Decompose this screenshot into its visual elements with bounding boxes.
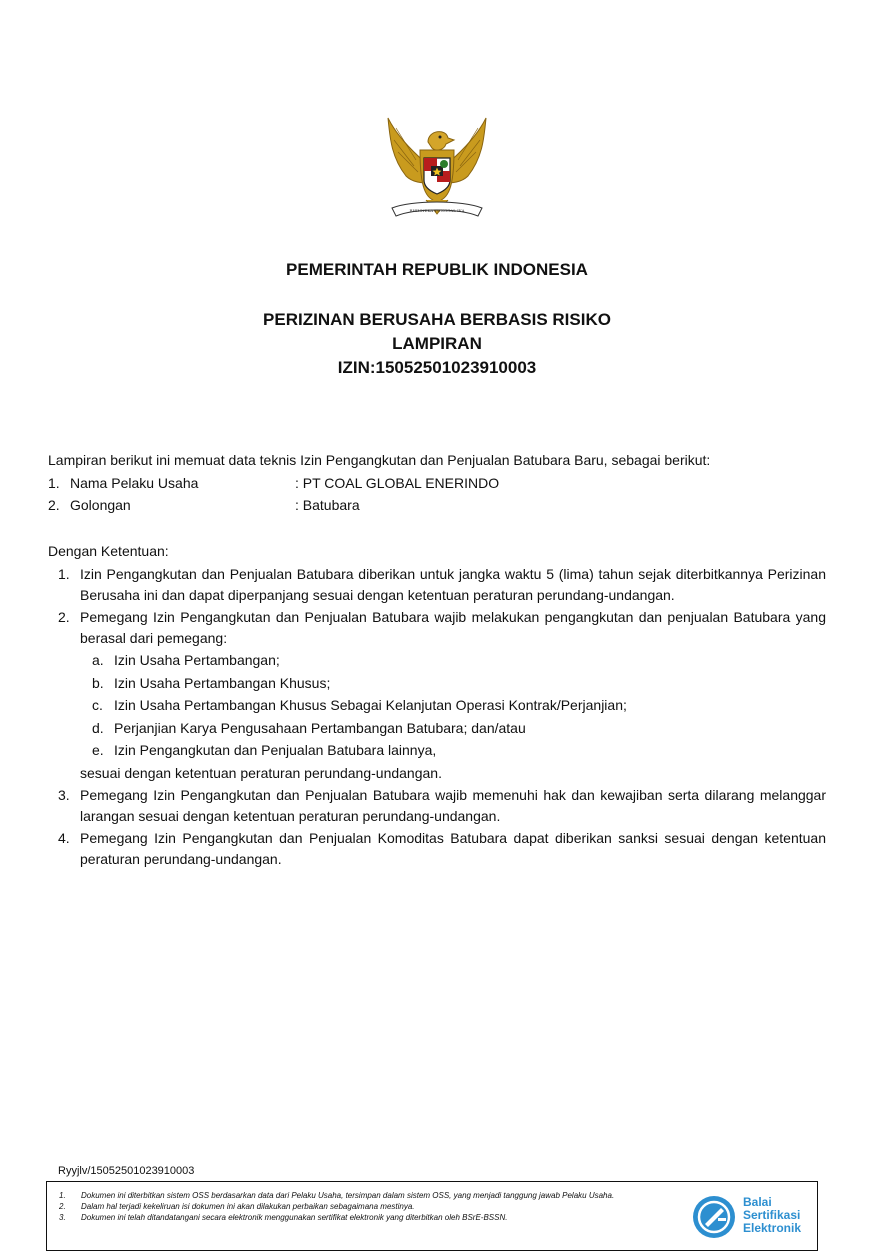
government-heading: PEMERINTAH REPUBLIK INDONESIA: [286, 260, 588, 279]
footer-note-number: 3.: [59, 1213, 66, 1222]
bsre-logo-line: Elektronik: [743, 1221, 802, 1235]
footer-notes: [59, 1191, 679, 1224]
sub-item-letter: d.: [92, 719, 104, 736]
document-id: Ryyjlv/15052501023910003: [58, 1165, 195, 1177]
sub-item: [92, 718, 826, 739]
bsre-logo: [691, 1194, 815, 1240]
field-label: Golongan: [70, 497, 131, 513]
sub-item-text: Izin Usaha Pertambangan Khusus Sebagai Kelanjutan Operasi Kontrak/Perjanjian;: [114, 697, 627, 713]
sub-item-letter: a.: [92, 652, 104, 668]
condition-item: [58, 785, 826, 826]
footer-note: [59, 1202, 679, 1212]
field-value: : PT COAL GLOBAL ENERINDO: [295, 475, 500, 491]
document-title: [0, 308, 874, 380]
footer-note-number: 2.: [59, 1202, 66, 1211]
sub-item: [92, 740, 826, 761]
garuda-emblem-icon: [376, 110, 498, 232]
bsre-logo-text: [743, 1196, 801, 1235]
condition-number: 4.: [58, 830, 70, 846]
field-number: 1.: [48, 475, 60, 491]
condition-item: [58, 828, 826, 869]
conditions-title: Dengan Ketentuan:: [48, 543, 169, 559]
footer-note-text: Dokumen ini diterbitkan sistem OSS berdasarkan data dari Pelaku Usaha, tersimpan dalam sistem OSS, yang menjadi tanggung jawab Pelaku Usaha.: [81, 1191, 615, 1200]
sub-item-text: Perjanjian Karya Pengusahaan Pertambangan Batubara; dan/atau: [114, 719, 526, 736]
motto-ribbon: BHINNEKA TUNGGAL IKA: [409, 208, 465, 213]
sub-item-letter: c.: [92, 697, 103, 713]
sub-item-text: Izin Usaha Pertambangan Khusus;: [114, 674, 331, 691]
condition-item: [58, 607, 826, 783]
sub-item-text: Izin Pengangkutan dan Penjualan Batubara lainnya,: [114, 742, 437, 758]
condition-text: Pemegang Izin Pengangkutan dan Penjualan Batubara wajib memenuhi hak dan kewajiban serta dilarang melanggar larangan sesuai dengan ketentuan peraturan perundang-undangan.: [80, 787, 826, 824]
footer-note-text: Dalam hal terjadi kekeliruan isi dokumen ini akan dilakukan perbaikan sebagaimana mestinya.: [81, 1202, 415, 1211]
field-value: : Batubara: [295, 497, 360, 513]
condition-item: [58, 564, 826, 605]
bsre-logo-icon: [691, 1194, 737, 1240]
condition-text: Izin Pengangkutan dan Penjualan Batubara diberikan untuk jangka waktu 5 (lima) tahun sejak diterbitkannya Perizinan Berusaha ini dan dapat diperpanjang sesuai dengan ketentuan peraturan perundang-undangan.: [80, 566, 826, 603]
bsre-logo-line: Balai: [743, 1195, 772, 1209]
title-line-2: LAMPIRAN: [392, 334, 482, 353]
footer-note-text: Dokumen ini telah ditandatangani secara elektronik menggunakan sertifikat elektronik yang diterbitkan oleh BSrE-BSSN.: [81, 1213, 508, 1222]
footer-note: [59, 1213, 679, 1223]
footer-note: [59, 1191, 679, 1201]
sub-item-letter: b.: [92, 674, 104, 691]
license-number: IZIN:15052501023910003: [337, 358, 537, 377]
field-business-name: [48, 473, 499, 493]
sub-item-text: Izin Usaha Pertambangan;: [114, 652, 280, 668]
condition-number: 2.: [58, 609, 70, 625]
conditions-list: [58, 564, 826, 871]
title-line-1: PERIZINAN BERUSAHA BERBASIS RISIKO: [263, 310, 611, 329]
sub-item: [92, 673, 826, 694]
condition-number: 3.: [58, 787, 70, 803]
sub-item-letter: e.: [92, 742, 104, 758]
sub-item: [92, 650, 826, 671]
condition-text: Pemegang Izin Pengangkutan dan Penjualan Batubara wajib melakukan pengangkutan dan penjualan Batubara yang berasal dari pemegang:: [80, 609, 826, 646]
condition-text: Pemegang Izin Pengangkutan dan Penjualan Komoditas Batubara dapat diberikan sanksi sesuai dengan ketentuan peraturan perundang-undangan.: [80, 830, 826, 867]
footer-box: [46, 1181, 818, 1251]
condition-closing-text: sesuai dengan ketentuan peraturan perundang-undangan.: [80, 764, 442, 781]
field-category: [48, 495, 360, 515]
condition-number: 1.: [58, 566, 70, 582]
field-label: Nama Pelaku Usaha: [70, 475, 199, 491]
footer-note-number: 1.: [59, 1191, 66, 1200]
intro-text: Lampiran berikut ini memuat data teknis Izin Pengangkutan dan Penjualan Batubara Baru, sebagai berikut:: [48, 452, 711, 468]
field-number: 2.: [48, 497, 60, 513]
sub-item: [92, 695, 826, 716]
bsre-logo-line: Sertifikasi: [743, 1208, 801, 1222]
